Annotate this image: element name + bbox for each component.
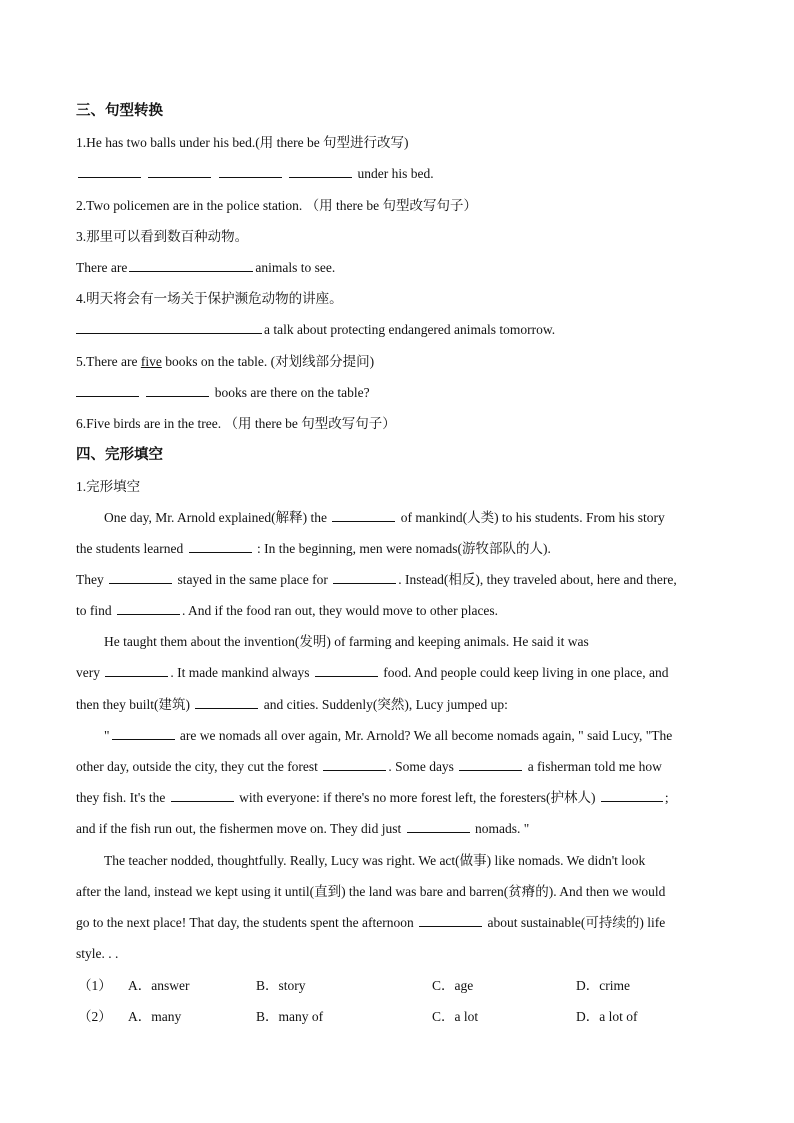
cloze-p2-line2: very . It made mankind always food. And people could keep living in one place, and [76, 665, 669, 680]
cloze-p1-line2: the students learned : In the beginning, men were nomads(游牧部队的人). [76, 541, 551, 556]
answer-blank[interactable] [78, 165, 141, 178]
cloze-blank[interactable] [407, 820, 470, 833]
option-b[interactable]: B．many of [256, 1009, 324, 1024]
answer-blank[interactable] [76, 384, 139, 397]
cloze-p4-line4: style. . . [76, 946, 119, 961]
option-c[interactable]: C．age [432, 978, 474, 993]
underlined-word: five [140, 354, 162, 369]
cloze-blank[interactable] [105, 664, 168, 677]
question-1-answer-line: under his bed. [76, 165, 720, 183]
answer-blank[interactable] [146, 384, 209, 397]
cloze-blank[interactable] [112, 727, 175, 740]
option-d[interactable]: D．a lot of [576, 1009, 638, 1024]
answer-blank[interactable] [289, 165, 352, 178]
cloze-p4-line1: The teacher nodded, thoughtfully. Really, Lucy was right. We act(做事) like nomads. We didn't look [104, 853, 646, 868]
answer-blank[interactable] [148, 165, 211, 178]
cloze-p3-line4: and if the fish run out, the fishermen move on. They did just nomads. " [76, 821, 530, 836]
cloze-blank[interactable] [195, 696, 258, 709]
option-c[interactable]: C．a lot [432, 1009, 479, 1024]
cloze-p2-line3: then they built(建筑) and cities. Suddenly(突然), Lucy jumped up: [76, 697, 508, 712]
cloze-p1-line3: They stayed in the same place for . Instead(相反), they traveled about, here and there, [76, 572, 677, 587]
cloze-p4-line2: after the land, instead we kept using it until(直到) the land was bare and barren(贫瘠的). And then we would [76, 884, 666, 899]
cloze-blank[interactable] [601, 789, 663, 802]
cloze-p2-line1: He taught them about the invention(发明) of farming and keeping animals. He said it was [104, 634, 589, 649]
option-d[interactable]: D．crime [576, 978, 630, 993]
question-5-answer-line: books are there on the table? [76, 384, 720, 402]
cloze-p4-line3: go to the next place! That day, the students spent the afternoon about sustainable(可持续的) life [76, 915, 666, 930]
cloze-blank[interactable] [333, 571, 396, 584]
cloze-p1-line1: One day, Mr. Arnold explained(解释) the of mankind(人类) to his students. From his story [104, 510, 665, 525]
option-b[interactable]: B．story [256, 978, 306, 993]
question-4-answer-line: a talk about protecting endangered animals tomorrow. [76, 321, 720, 339]
cloze-blank[interactable] [459, 758, 522, 771]
cloze-blank[interactable] [315, 664, 378, 677]
question-3: 3.那里可以看到数百种动物。 [76, 229, 249, 244]
question-4: 4.明天将会有一场关于保护濒危动物的讲座。 [76, 291, 343, 306]
cloze-blank[interactable] [109, 571, 172, 584]
cloze-label: 1.完形填空 [76, 479, 141, 494]
option-a[interactable]: A．many [128, 1009, 182, 1024]
option-a[interactable]: A．answer [128, 978, 190, 993]
cloze-p3-line1: " are we nomads all over again, Mr. Arnold? We all become nomads again, " said Lucy, "The [104, 728, 673, 743]
question-1: 1.He has two balls under his bed.(用 there be 句型进行改写) [76, 135, 409, 150]
cloze-p3-line2: other day, outside the city, they cut the forest . Some days a fisherman told me how [76, 759, 662, 774]
cloze-p3-line3: they fish. It's the with everyone: if there's no more forest left, the foresters(护林人) ; [76, 790, 669, 805]
answer-blank[interactable] [76, 321, 262, 334]
cloze-blank[interactable] [323, 758, 386, 771]
option-number: （1） [78, 978, 112, 993]
answer-blank[interactable] [129, 259, 253, 272]
cloze-blank[interactable] [171, 789, 234, 802]
cloze-blank[interactable] [117, 602, 180, 615]
section-4-title: 四、完形填空 [76, 447, 163, 463]
cloze-blank[interactable] [189, 540, 252, 553]
answer-blank[interactable] [219, 165, 282, 178]
section-3-title: 三、句型转换 [76, 103, 163, 119]
cloze-blank[interactable] [419, 914, 482, 927]
question-3-answer-line: There are animals to see. [76, 260, 336, 275]
question-6: 6.Five birds are in the tree. （用 there be 句型改写句子） [76, 416, 396, 431]
question-2: 2.Two policemen are in the police station. （用 there be 句型改写句子） [76, 198, 477, 213]
cloze-blank[interactable] [332, 509, 395, 522]
question-5: 5.There are five books on the table. (对划线部分提问) [76, 354, 375, 369]
option-number: （2） [78, 1009, 112, 1024]
cloze-p1-line4: to find . And if the food ran out, they would move to other places. [76, 603, 499, 618]
